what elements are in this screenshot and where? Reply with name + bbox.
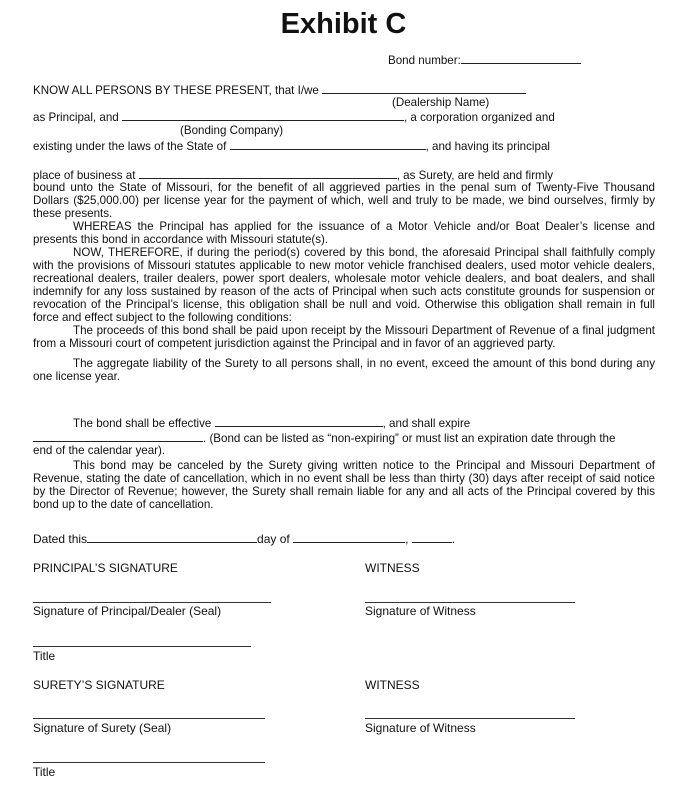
non-expiring-text: . (Bond can be listed as “non-expiring” or must list an expiration date through the [203, 432, 616, 445]
principal-line [33, 110, 555, 124]
effective-date-field[interactable] [215, 416, 383, 427]
existing-under-text: existing under the laws of the State of [33, 140, 227, 153]
surety-signature-caption: Signature of Surety (Seal) [33, 721, 172, 735]
expire-line [33, 431, 615, 445]
bond-number-label [388, 53, 581, 67]
paragraph-canceled: This bond may be canceled by the Surety giving written notice to the Principal and Missouri Department of Revenue, stating the date of cancellation, which in no event shall be less than thirty (30) days after receipt of said notice by the Director of Revenue; however, the Surety shall remain liable for any and all acts of the Principal covered by this bond up to the date of cancellation. [33, 459, 655, 511]
as-principal-text: as Principal, and [33, 111, 119, 124]
effective-text: The bond shall be effective [73, 417, 212, 430]
principal-signature-line[interactable] [33, 602, 271, 603]
corporation-text: , a corporation organized and [403, 111, 555, 124]
paragraph-proceeds: The proceeds of this bond shall be paid upon receipt by the Missouri Department of Revenue of a final judgment from a Missouri court of competent jurisdiction against the Principal and in favor of an aggrieved party. [33, 324, 655, 350]
principal-title-caption: Title [33, 649, 56, 663]
body-text [33, 181, 655, 383]
paragraph-now-therefore: NOW, THEREFORE, if during the period(s) covered by this bond, the aforesaid Principal shall faithfully comply with the provisions of Missouri statutes applicable to new motor vehicle franchised dealers, used motor vehicle dealers, recreational dealers, trailer dealers, power sport dealers, wholesale motor vehicle dealers, and boat dealers, and shall indemnify for any loss sustained by reason of the acts of Principal when such acts constitute grounds for suspension or revocation of the Principal’s license, this obligation shall be null and void. Otherwise this obligation shall remain in full force and effect subject to the following conditions: [33, 246, 655, 324]
day-of-text: day of [257, 532, 290, 546]
witness-heading-2: WITNESS [365, 678, 420, 692]
dated-line [33, 532, 455, 546]
dated-month-field[interactable] [293, 532, 405, 543]
dealership-name-caption: (Dealership Name) [392, 96, 490, 109]
place-of-business-field[interactable] [139, 168, 397, 179]
dated-year-field[interactable] [412, 532, 452, 543]
surety-title-line[interactable] [33, 762, 265, 763]
know-all-line [33, 83, 526, 97]
witness-signature-line-1[interactable] [365, 602, 575, 603]
place-line [33, 168, 553, 182]
cancel-block [33, 459, 655, 511]
witness-signature-line-2[interactable] [365, 718, 575, 719]
calendar-year-text: end of the calendar year). [33, 444, 166, 457]
bond-number-text: Bond number: [388, 54, 461, 67]
paragraph-whereas: WHEREAS the Principal has applied for the issuance of a Motor Vehicle and/or Boat Dealer’s license and presents this bond in accordance with Missouri statute(s). [33, 220, 655, 246]
witness-heading-1: WITNESS [365, 561, 420, 575]
suretys-signature-heading: SURETY’S SIGNATURE [33, 678, 165, 692]
bonding-company-field[interactable] [122, 110, 404, 121]
principal-title-line[interactable] [33, 646, 251, 647]
witness-signature-caption-1: Signature of Witness [365, 604, 476, 618]
dealership-name-field[interactable] [322, 83, 526, 94]
effective-line [73, 416, 470, 430]
principal-signature-caption: Signature of Principal/Dealer (Seal) [33, 604, 222, 618]
bonding-company-caption: (Bonding Company) [180, 124, 284, 137]
having-principal-text: , and having its principal [425, 140, 550, 153]
as-surety-text: , as Surety, are held and firmly [396, 169, 554, 182]
bond-number-field[interactable] [461, 53, 581, 64]
dated-comma: , [405, 532, 409, 546]
place-of-business-text: place of business at [33, 169, 136, 182]
expire-text: , and shall expire [382, 417, 471, 430]
expire-date-field[interactable] [33, 431, 203, 442]
surety-signature-line[interactable] [33, 718, 265, 719]
surety-title-caption: Title [33, 765, 56, 779]
state-field[interactable] [230, 139, 426, 150]
document-title: Exhibit C [280, 8, 407, 40]
witness-signature-caption-2: Signature of Witness [365, 721, 476, 735]
dated-period: . [451, 532, 456, 546]
existing-line [33, 139, 550, 153]
dated-this-text: Dated this [33, 532, 88, 546]
principals-signature-heading: PRINCIPAL’S SIGNATURE [33, 561, 178, 575]
paragraph-aggregate: The aggregate liability of the Surety to all persons shall, in no event, exceed the amount of this bond during any one license year. [33, 357, 655, 383]
dated-day-field[interactable] [87, 532, 257, 543]
know-all-text: KNOW ALL PERSONS BY THESE PRESENT, that I/we [33, 84, 319, 97]
paragraph-bound: bound unto the State of Missouri, for the benefit of all aggrieved parties in the penal sum of Twenty-Five Thousand Dollars ($25,000.00) per license year for the payment of which, well and truly to be made, we bind ourselves, firmly by these presents. [33, 181, 655, 220]
